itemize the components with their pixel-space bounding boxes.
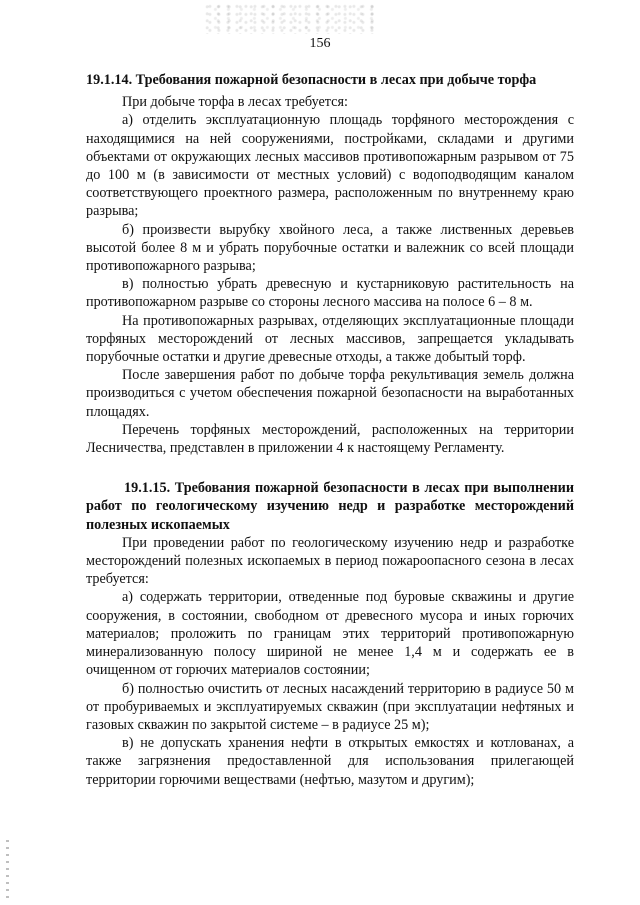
list-item-a: а) содержать территории, отведенные под буровые скважины и другие сооружения, в состоянии, свободном от древесного мусора и иных горючих материалов; проложить по границам этих территорий противопожарную минерализованную полосу шириной не менее 1,4 м и содержать ее в очищенном от горючих материалов состоянии; [86,589,574,679]
paragraph: Перечень торфяных месторождений, расположенных на территории Лесничества, представлен в приложении 4 к настоящему Регламенту. [86,421,574,457]
scan-edge-marks [6,840,9,900]
paragraph: При проведении работ по геологическому изучению недр и разработке месторождений полезных ископаемых в период пожароопасного сезона в лесах требуется: [86,534,574,588]
paragraph: При добыче торфа в лесах требуется: [122,94,348,111]
page-number: 156 [309,36,331,51]
section-heading-19-1-15: 19.1.15. Требования пожарной безопасности в лесах при выполнении работ по геологическому изучению недр и разработке месторождений полезных ископаемых [86,480,574,533]
paragraph: После завершения работ по добыче торфа рекультивация земель должна производиться с учетом обеспечения пожарной безопасности на выработанных площадях. [86,367,574,420]
scan-stamp-marks [205,4,375,34]
list-item-c: в) не допускать хранения нефти в открытых емкостях и котлованах, а также загрязнения предоставленной для использования прилегающей территории горючими веществами (нефтью, мазутом и другим); [86,735,574,788]
section-heading-19-1-14: 19.1.14. Требования пожарной безопасности в лесах при добыче торфа [86,72,537,88]
list-item-c: в) полностью убрать древесную и кустарниковую растительность на противопожарном разрыве со стороны лесного массива на полосе 6 – 8 м. [86,276,574,311]
paragraph: На противопожарных разрывах, отделяющих эксплуатационные площади торфяных месторождений от лесных массивов, запрещается укладывать порубочные остатки и другие древесные отходы, а также добытый торф. [86,312,574,366]
document-body [86,71,574,789]
list-item-b: б) произвести вырубку хвойного леса, а также лиственных деревьев высотой более 8 м и убрать порубочные остатки и валежник со всей площади противопожарного разрыва; [86,221,574,275]
list-item-a: а) отделить эксплуатационную площадь торфяного месторождения с находящимися на ней сооружениями, постройками, складами и другими объектами от окружающих лесных массивов противопожарным разрывом от 75 до 100 м (в зависимости от местных условий) с водоподводящим каналом соответствующего проектного размера, расположенным по внутреннему краю разрыва; [86,112,574,220]
list-item-b: б) полностью очистить от лесных насаждений территорию в радиусе 50 м от пробуриваемых и эксплуатируемых скважин (при эксплуатации нефтяных и газовых скважин по закрытой системе – в радиусе 25 м); [86,680,574,733]
